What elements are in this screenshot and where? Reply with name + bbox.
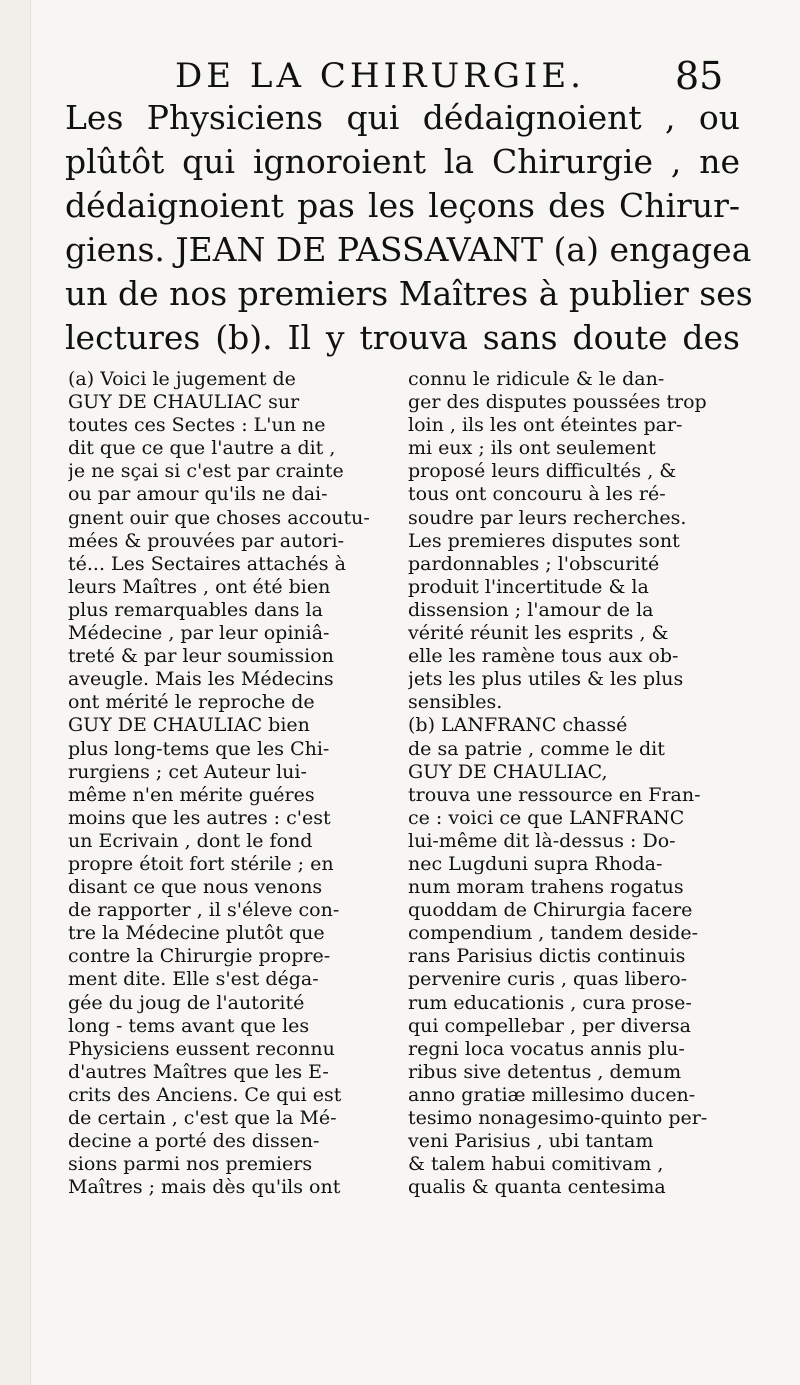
page-gutter: [0, 0, 31, 1385]
footnote-line: sions parmi nos premiers: [68, 1153, 313, 1176]
footnote-line: regni loca vocatus annis plu-: [408, 1037, 685, 1060]
footnote-line: jets les plus utiles & les plus: [408, 668, 684, 691]
footnote-line: produit l'incertitude & la: [408, 575, 649, 598]
footnote-line: quoddam de Chirurgia facere: [408, 899, 693, 922]
footnote-line: soudre par leurs recherches.: [408, 506, 687, 529]
footnote-line: de rapporter , il s'éleve con-: [68, 899, 340, 922]
footnote-line: contre la Chirurgie propre-: [68, 945, 331, 968]
text-line: plûtôt qui ignoroient la Chirurgie , ne: [65, 142, 740, 181]
footnote-line: de certain , c'est que la Mé-: [68, 1107, 337, 1129]
footnote-line: ce : voici ce que LANFRANC: [408, 806, 685, 829]
footnote-line: disant ce que nous venons: [68, 876, 323, 899]
footnote-line: leurs Maîtres , ont été bien: [68, 575, 331, 598]
footnote-line: ou par amour qu'ils ne dai-: [68, 483, 328, 506]
footnote-line: crits des Anciens. Ce qui est: [68, 1083, 342, 1106]
footnote-line: rurgiens ; cet Auteur lui-: [68, 760, 307, 783]
footnote-line: Maîtres ; mais dès qu'ils ont: [68, 1176, 341, 1199]
footnote-line: mées & prouvées par autori-: [68, 529, 345, 552]
footnote-line: GUY DE CHAULIAC,: [408, 760, 608, 783]
footnote-line: sensibles.: [408, 691, 503, 714]
footnotes-right-column: [408, 368, 736, 1199]
footnote-line: mi eux ; ils ont seulement: [408, 437, 656, 460]
footnote-line: loin , ils les ont éteintes par-: [408, 414, 683, 437]
footnote-line: de sa patrie , comme le dit: [408, 737, 665, 760]
footnote-line: propre étoit fort stérile ; en: [68, 852, 334, 875]
text-line: un de nos premiers Maîtres à publier ses: [65, 274, 753, 313]
footnote-line: tesimo nonagesimo-quinto per-: [408, 1107, 708, 1129]
footnote-line: pervenire curis , quas libero-: [408, 968, 688, 991]
footnote-line: toutes ces Sectes : L'un ne: [68, 414, 326, 437]
text-line: Les Physiciens qui dédaignoient , ou: [65, 98, 740, 137]
footnote-line: anno gratiæ millesimo ducen-: [408, 1083, 696, 1106]
text-line: giens. JEAN DE PASSAVANT (a) engagea: [65, 230, 752, 269]
footnote-line: ont mérité le reproche de: [68, 691, 315, 714]
footnote-line: pardonnables ; l'obscurité: [408, 552, 660, 575]
footnote-line: lui-même dit là-dessus : Do-: [408, 829, 676, 852]
footnote-line: ger des disputes poussées trop: [408, 391, 707, 414]
footnote-line: plus remarquables dans la: [68, 598, 323, 621]
footnote-line: long - tems avant que les: [68, 1014, 310, 1037]
footnote-line: num moram trahens rogatus: [408, 876, 684, 899]
footnote-line: nec Lugduni supra Rhoda-: [408, 852, 663, 875]
footnote-line: decine a porté des dissen-: [68, 1130, 320, 1153]
footnote-line: gée du joug de l'autorité: [68, 991, 305, 1014]
footnote-line: rans Parisius dictis continuis: [408, 945, 686, 968]
footnote-line: qui compellebar , per diversa: [408, 1014, 692, 1037]
footnote-line: rum educationis , cura prose-: [408, 991, 692, 1014]
footnote-line: (a) Voici le jugement de: [68, 368, 296, 390]
footnote-line: plus long-tems que les Chi-: [68, 737, 330, 760]
footnote-line: vérité réunit les esprits , &: [408, 622, 669, 645]
footnote-line: même n'en mérite guéres: [68, 783, 315, 806]
footnote-line: (b) LANFRANC chassé: [408, 714, 628, 737]
footnote-line: & talem habui comitivam ,: [408, 1153, 664, 1176]
footnote-line: ribus sive detentus , demum: [408, 1060, 682, 1083]
footnote-line: d'autres Maîtres que les E-: [68, 1060, 329, 1083]
footnote-line: gnent ouir que choses accoutu-: [68, 506, 370, 529]
main-paragraph: [65, 96, 753, 360]
page-number: 85: [675, 54, 724, 98]
footnote-line: Médecine , par leur opiniâ-: [68, 622, 330, 645]
footnote-line: tre la Médecine plutôt que: [68, 922, 325, 945]
footnote-line: dit que ce que l'autre a dit ,: [68, 437, 336, 460]
footnote-line: ment dite. Elle s'est déga-: [68, 968, 319, 991]
footnote-line: je ne sçai si c'est par crainte: [68, 460, 344, 483]
footnote-line: Les premieres disputes sont: [408, 529, 680, 552]
footnote-line: compendium , tandem deside-: [408, 922, 699, 945]
footnote-line: GUY DE CHAULIAC bien: [68, 714, 310, 737]
footnote-line: elle les ramène tous aux ob-: [408, 645, 679, 668]
text-line: dédaignoient pas les leçons des Chirur-: [65, 186, 740, 225]
footnote-line: aveugle. Mais les Médecins: [68, 668, 334, 691]
running-title: DE LA CHIRURGIE.: [175, 56, 585, 96]
footnote-line: moins que les autres : c'est: [68, 806, 331, 829]
footnote-line: trouva une ressource en Fran-: [408, 783, 701, 806]
footnote-line: veni Parisius , ubi tantam: [408, 1130, 654, 1153]
footnote-line: GUY DE CHAULIAC sur: [68, 391, 300, 414]
footnote-line: dissension ; l'amour de la: [408, 598, 654, 621]
footnote-line: té... Les Sectaires attachés à: [68, 552, 346, 575]
footnote-line: un Ecrivain , dont le fond: [68, 829, 313, 852]
footnotes-left-column: [68, 368, 386, 1199]
footnote-line: qualis & quanta centesima: [408, 1176, 666, 1199]
text-line: lectures (b). Il y trouva sans doute des: [65, 318, 740, 357]
footnote-line: proposé leurs difficultés , &: [408, 460, 677, 483]
running-header: [175, 56, 775, 96]
footnote-line: tous ont concouru à les ré-: [408, 483, 666, 506]
footnote-line: treté & par leur soumission: [68, 645, 334, 668]
footnote-line: connu le ridicule & le dan-: [408, 368, 665, 390]
footnote-line: Physiciens eussent reconnu: [68, 1037, 335, 1060]
